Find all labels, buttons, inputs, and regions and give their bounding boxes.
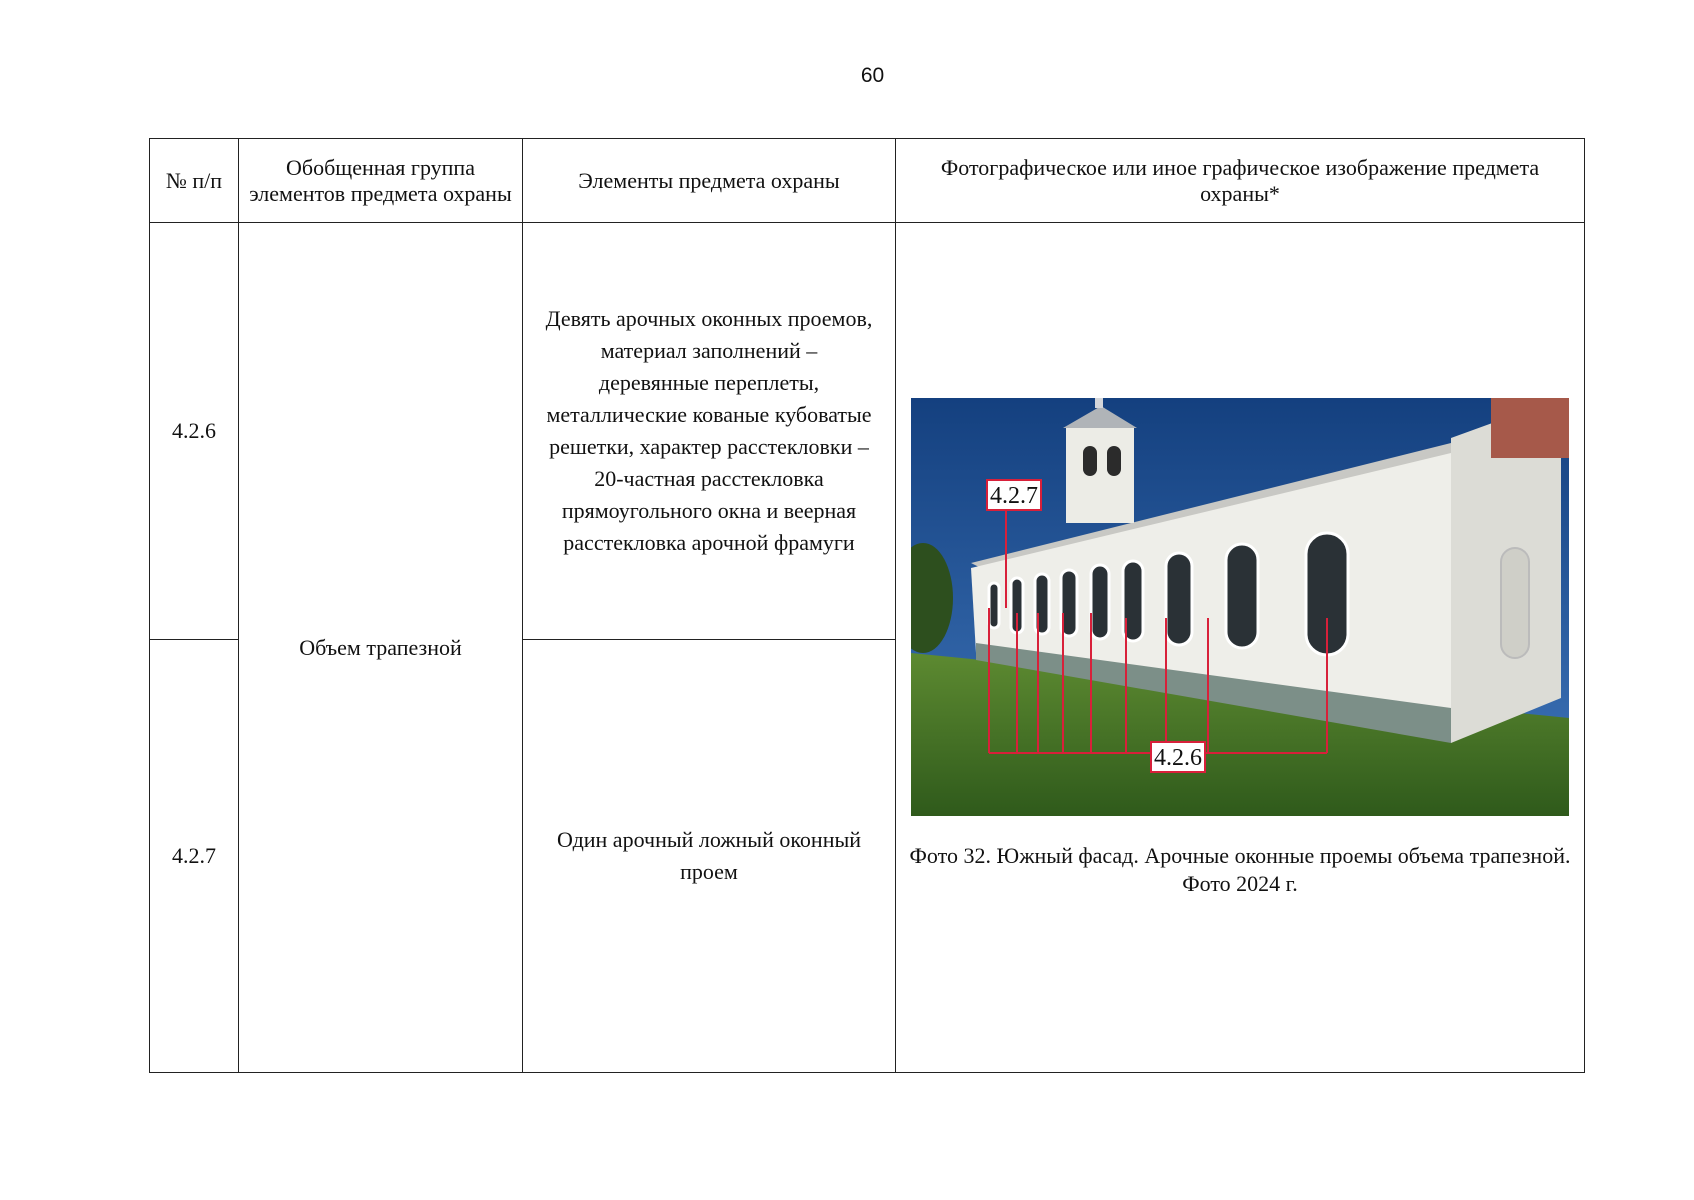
- group-name: Объем трапезной: [239, 223, 523, 1073]
- caption-line-1: Фото 32. Южный фасад. Арочные оконные проемы объема трапезной.: [909, 842, 1571, 868]
- caption-line-2: Фото 2024 г.: [1182, 870, 1298, 896]
- bell-tower: [1066, 428, 1134, 523]
- row-num: 4.2.7: [150, 640, 239, 1073]
- header-elements: Элементы предмета охраны: [523, 139, 896, 223]
- facade-photo: [911, 398, 1569, 816]
- table-row: [150, 223, 1585, 640]
- page-number: 60: [860, 64, 885, 87]
- photo-cell: [896, 223, 1585, 1073]
- header-image: Фотографическое или иное графическое изображение предмета охраны*: [896, 139, 1585, 223]
- marker-label-4-2-6: 4.2.6: [1154, 744, 1202, 771]
- photo-caption: [904, 842, 1576, 898]
- table-header-row: [150, 139, 1585, 223]
- row-elements-text: Девять арочных оконных проемов, материал заполнений – деревянные переплеты, металлические кованые кубоватые решетки, характер расстекловки – 20-частная расстекловка прямоугольного окна и веерная расстекловка арочной фрамуги: [545, 306, 873, 555]
- facade-photo-image: [911, 398, 1569, 816]
- false-window: [1501, 548, 1529, 658]
- row-elements: [523, 223, 896, 640]
- row-elements: [523, 640, 896, 1073]
- header-group: Обобщенная группа элементов предмета охраны: [239, 139, 523, 223]
- marker-label-4-2-7: 4.2.7: [990, 482, 1038, 509]
- header-num: № п/п: [150, 139, 239, 223]
- row-num: 4.2.6: [150, 223, 239, 640]
- protection-table: [149, 138, 1585, 1073]
- brick-building: [1491, 398, 1569, 458]
- row-elements-text: Один арочный ложный оконный проем: [556, 827, 862, 884]
